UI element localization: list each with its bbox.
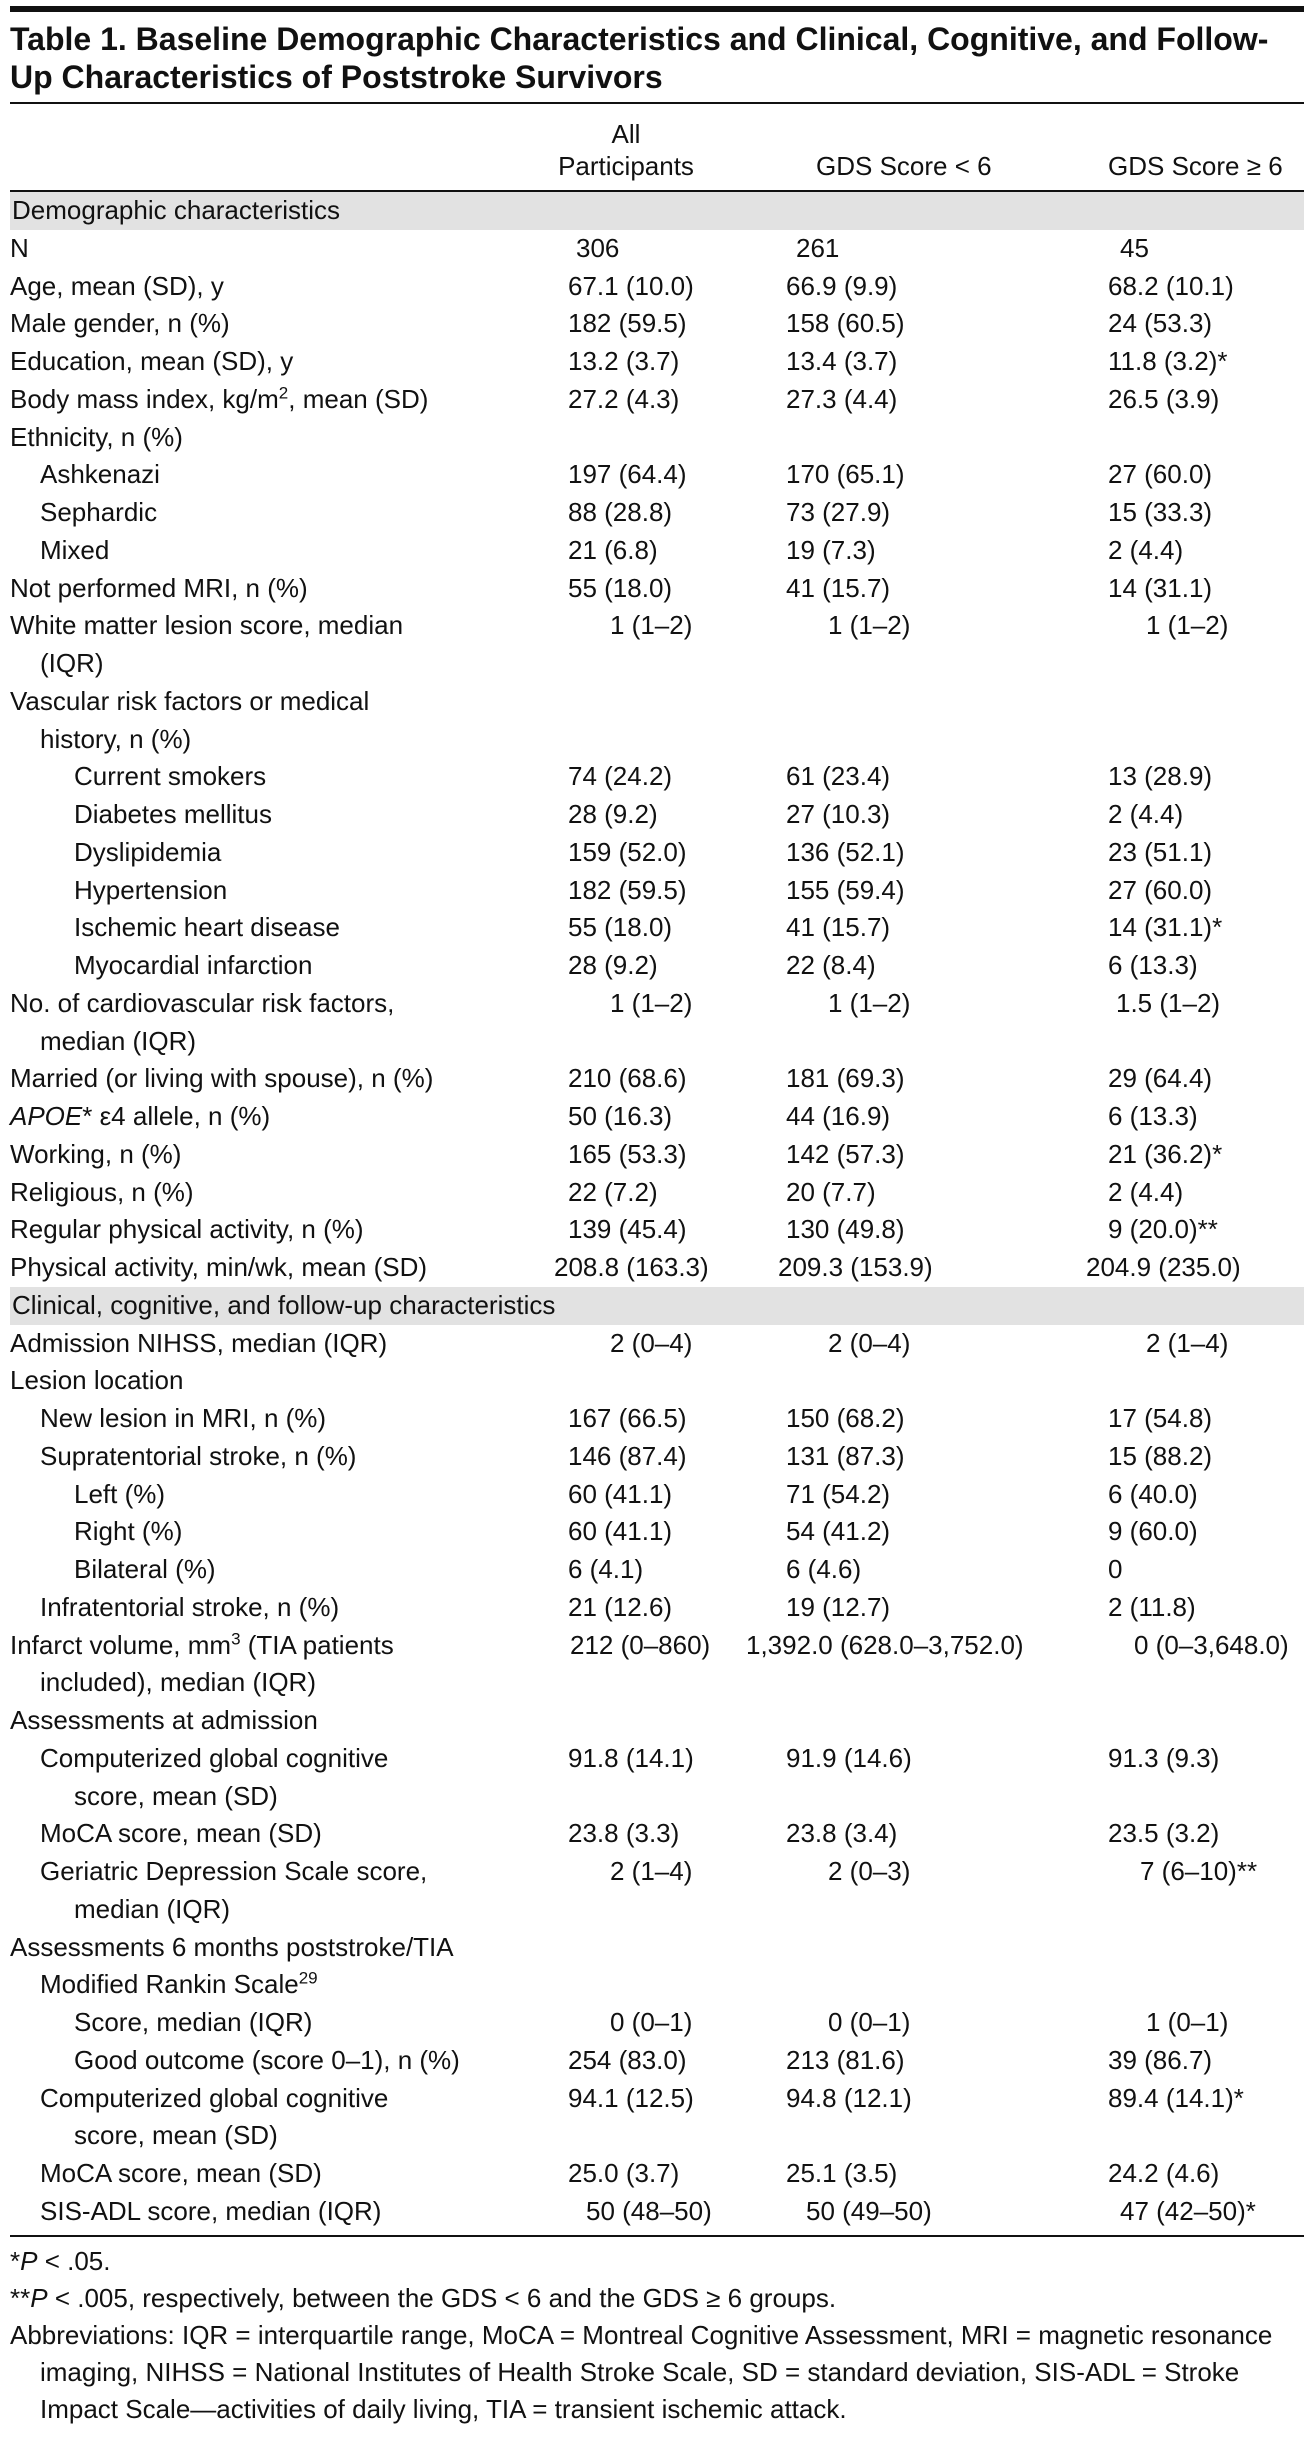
cell-gds-low: 158 (60.5)	[786, 308, 905, 339]
cell-all: 208.8 (163.3)	[554, 1252, 709, 1282]
header-all-participants	[556, 118, 696, 182]
cell-gds-high: 15 (33.3)	[1108, 497, 1213, 527]
row-label: Education, mean (SD), y	[10, 346, 294, 376]
cell-gds-low: 155 (59.4)	[786, 874, 905, 905]
table-row	[10, 1136, 1304, 1174]
cell-all: 22 (7.2)	[568, 1176, 658, 1207]
cell-gds-low: 261	[796, 232, 840, 263]
cell-gds-low: 2 (0–3)	[828, 1856, 911, 1886]
cell-all: 55 (18.0)	[568, 912, 673, 943]
cell-all: 254 (83.0)	[568, 2044, 687, 2075]
label-text: (TIA patients	[240, 1629, 394, 1660]
row-label: Assessments at admission	[10, 1705, 318, 1735]
section-label: Demographic characteristics	[12, 195, 341, 225]
superscript: 2	[278, 383, 289, 403]
row-label: Bilateral (%)	[74, 1554, 216, 1584]
cell-gds-high: 91.3 (9.3)	[1108, 1742, 1220, 1773]
cell-gds-high: 24.2 (4.6)	[1108, 2158, 1220, 2188]
superscript: 29	[298, 1968, 318, 1988]
section-label: Clinical, cognitive, and follow-up characteristics	[12, 1289, 556, 1320]
row-label: Married (or living with spouse), n (%)	[10, 1063, 434, 1094]
table-row	[10, 1060, 1304, 1098]
table-row	[10, 570, 1304, 608]
cell-gds-high: 2 (4.4)	[1108, 799, 1184, 829]
cell-all: 60 (41.1)	[568, 1478, 673, 1509]
cell-gds-high: 27 (60.0)	[1108, 874, 1213, 905]
cell-all: 159 (52.0)	[568, 836, 687, 867]
cell-gds-low: 209.3 (153.9)	[778, 1252, 933, 1282]
cell-gds-low: 142 (57.3)	[786, 1138, 905, 1169]
cell-gds-high: 0	[1108, 1554, 1123, 1584]
table-row	[10, 607, 1304, 645]
table-row	[10, 2080, 1304, 2118]
cell-gds-low: 22 (8.4)	[786, 950, 876, 980]
row-label: Ashkenazi	[40, 459, 160, 490]
cell-all: 306	[576, 232, 620, 263]
row-label: Ethnicity, n (%)	[10, 421, 183, 452]
cell-all: 2 (0–4)	[610, 1327, 693, 1358]
cell-gds-high: 39 (86.7)	[1108, 2044, 1213, 2075]
top-rule	[10, 6, 1304, 12]
cell-gds-low: 27.3 (4.4)	[786, 383, 898, 414]
cell-gds-high: 1 (1–2)	[1146, 610, 1229, 641]
table-row	[10, 343, 1304, 381]
cell-all: 13.2 (3.7)	[568, 346, 680, 376]
cell-gds-high: 68.2 (10.1)	[1108, 270, 1234, 301]
cell-gds-high: 11.8 (3.2)*	[1108, 346, 1228, 376]
cell-gds-low: 131 (87.3)	[786, 1440, 905, 1471]
row-label: Working, n (%)	[10, 1138, 182, 1169]
cell-gds-high: 21 (36.2)*	[1108, 1138, 1223, 1169]
cell-all: 50 (16.3)	[568, 1101, 673, 1131]
table-row-continuation	[10, 2117, 1304, 2155]
table-row	[10, 381, 1304, 419]
table-row	[10, 1362, 1304, 1400]
table-row	[10, 1740, 1304, 1778]
footnote-p005	[10, 2280, 1304, 2317]
cell-all: 182 (59.5)	[568, 874, 687, 905]
cell-gds-high: 23 (51.1)	[1108, 836, 1213, 867]
cell-all: 6 (4.1)	[568, 1554, 644, 1584]
cell-all: 28 (9.2)	[568, 799, 658, 829]
footnote-mark: **	[10, 2282, 31, 2313]
row-label: Geriatric Depression Scale score,	[40, 1856, 428, 1886]
row-label: Religious, n (%)	[10, 1176, 194, 1207]
table-row	[10, 1325, 1304, 1363]
cell-gds-low: 213 (81.6)	[786, 2044, 905, 2075]
cell-all: 74 (24.2)	[568, 761, 673, 792]
cell-gds-high: 26.5 (3.9)	[1108, 383, 1220, 414]
row-label: Physical activity, min/wk, mean (SD)	[10, 1252, 428, 1282]
table-row	[10, 1551, 1304, 1589]
header-all-line2: Participants	[558, 151, 694, 181]
table-row	[10, 834, 1304, 872]
table-row	[10, 683, 1304, 721]
cell-gds-low: 1,392.0 (628.0–3,752.0)	[746, 1629, 1024, 1660]
cell-gds-low: 130 (49.8)	[786, 1214, 905, 1245]
cell-gds-high: 0 (0–3,648.0)	[1134, 1629, 1289, 1660]
label-text: Body mass index, kg/m	[10, 383, 279, 414]
row-label: Not performed MRI, n (%)	[10, 572, 308, 603]
cell-gds-high: 9 (60.0)	[1108, 1516, 1198, 1547]
cell-gds-high: 6 (40.0)	[1108, 1478, 1198, 1509]
row-label	[10, 1098, 270, 1136]
cell-all: 28 (9.2)	[568, 950, 658, 980]
table-row	[10, 909, 1304, 947]
table-row	[10, 1174, 1304, 1212]
row-label: Assessments 6 months poststroke/TIA	[10, 1931, 454, 1962]
cell-gds-low: 19 (12.7)	[786, 1591, 891, 1622]
table-row	[10, 1702, 1304, 1740]
row-label: Admission NIHSS, median (IQR)	[10, 1327, 388, 1358]
cell-gds-low: 44 (16.9)	[786, 1101, 891, 1131]
row-label: Good outcome (score 0–1), n (%)	[74, 2044, 460, 2075]
row-label: Sephardic	[40, 497, 158, 527]
column-headers	[10, 106, 1304, 186]
cell-gds-high: 6 (13.3)	[1108, 1101, 1198, 1131]
table-row	[10, 947, 1304, 985]
table-row	[10, 796, 1304, 834]
cell-gds-low: 170 (65.1)	[786, 459, 905, 490]
gene-name: APOE	[10, 1101, 83, 1131]
table-row	[10, 1589, 1304, 1627]
cell-gds-low: 0 (0–1)	[828, 2007, 911, 2037]
footnote-italic: P	[30, 2282, 48, 2313]
superscript: 3	[231, 1628, 241, 1648]
row-label	[40, 1966, 318, 2004]
header-gds-high: GDS Score ≥ 6	[1108, 151, 1283, 181]
row-label: Hypertension	[74, 874, 228, 905]
cell-gds-high: 2 (11.8)	[1108, 1591, 1196, 1622]
row-label: Dyslipidemia	[74, 836, 222, 867]
table-document	[10, 6, 1304, 2428]
cell-gds-low: 13.4 (3.7)	[786, 346, 898, 376]
cell-gds-low: 181 (69.3)	[786, 1063, 905, 1094]
cell-all: 146 (87.4)	[568, 1440, 687, 1471]
row-label	[10, 1627, 394, 1665]
row-label: Mixed	[40, 534, 110, 565]
cell-gds-high: 23.5 (3.2)	[1108, 1818, 1220, 1849]
cell-gds-low: 91.9 (14.6)	[786, 1742, 912, 1773]
row-label-continuation: included), median (IQR)	[40, 1667, 316, 1698]
cell-all: 27.2 (4.3)	[568, 383, 680, 414]
cell-gds-high: 17 (54.8)	[1108, 1403, 1213, 1433]
cell-gds-high: 1 (0–1)	[1146, 2007, 1229, 2037]
cell-gds-low: 19 (7.3)	[786, 534, 876, 565]
cell-all: 197 (64.4)	[568, 459, 687, 490]
label-text: Infarct volume, mm	[10, 1629, 232, 1660]
table-row	[10, 230, 1304, 268]
row-label: Computerized global cognitive	[40, 2082, 389, 2113]
header-all-line1: All	[611, 119, 641, 149]
row-label: Ischemic heart disease	[74, 912, 340, 943]
cell-gds-high: 29 (64.4)	[1108, 1063, 1213, 1094]
table-row	[10, 532, 1304, 570]
cell-gds-high: 9 (20.0)**	[1108, 1214, 1218, 1245]
cell-all: 55 (18.0)	[568, 572, 673, 603]
table-row	[10, 456, 1304, 494]
row-label: MoCA score, mean (SD)	[40, 2158, 322, 2188]
section-demographic	[10, 192, 1304, 230]
cell-gds-low: 1 (1–2)	[828, 610, 911, 641]
cell-gds-low: 61 (23.4)	[786, 761, 891, 792]
cell-all: 210 (68.6)	[568, 1063, 687, 1094]
cell-gds-low: 136 (52.1)	[786, 836, 905, 867]
cell-gds-low: 20 (7.7)	[786, 1176, 876, 1207]
footnote-p05	[10, 2243, 1304, 2280]
row-label: Infratentorial stroke, n (%)	[40, 1591, 340, 1622]
cell-gds-high: 2 (4.4)	[1108, 534, 1184, 565]
cell-all: 88 (28.8)	[568, 497, 673, 527]
footnote-italic: P	[20, 2245, 38, 2276]
row-label: Left (%)	[74, 1478, 166, 1509]
table-row	[10, 1211, 1304, 1249]
row-label-continuation: (IQR)	[40, 648, 104, 678]
table-row-continuation	[10, 645, 1304, 683]
row-label: No. of cardiovascular risk factors,	[10, 987, 395, 1018]
row-label: Right (%)	[74, 1516, 183, 1547]
cell-gds-low: 23.8 (3.4)	[786, 1818, 898, 1849]
cell-gds-high: 89.4 (14.1)*	[1108, 2082, 1244, 2113]
row-label: Age, mean (SD), y	[10, 270, 224, 301]
row-label: Score, median (IQR)	[74, 2007, 313, 2037]
row-label-continuation: score, mean (SD)	[74, 1780, 278, 1811]
row-label: White matter lesion score, median	[10, 610, 404, 641]
cell-gds-low: 73 (27.9)	[786, 497, 891, 527]
cell-gds-high: 14 (31.1)*	[1108, 912, 1223, 943]
cell-gds-low: 27 (10.3)	[786, 799, 891, 829]
footnote-mark: *	[10, 2245, 21, 2276]
row-label: Computerized global cognitive	[40, 1742, 389, 1773]
cell-all: 139 (45.4)	[568, 1214, 687, 1245]
table-end-rule	[10, 2235, 1304, 2237]
header-gds-low: GDS Score < 6	[816, 151, 992, 181]
cell-gds-low: 2 (0–4)	[828, 1327, 911, 1358]
cell-gds-high: 15 (88.2)	[1108, 1440, 1213, 1471]
table-row	[10, 1400, 1304, 1438]
row-label: New lesion in MRI, n (%)	[40, 1403, 327, 1433]
cell-gds-low: 6 (4.6)	[786, 1554, 862, 1584]
cell-all: 21 (6.8)	[568, 534, 658, 565]
row-label	[10, 381, 428, 419]
cell-gds-low: 41 (15.7)	[786, 572, 891, 603]
row-label: Myocardial infarction	[74, 950, 313, 980]
table-row-continuation	[10, 1891, 1304, 1929]
row-label-continuation: score, mean (SD)	[74, 2120, 278, 2151]
row-label: Supratentorial stroke, n (%)	[40, 1440, 357, 1471]
cell-gds-high: 204.9 (235.0)	[1086, 1252, 1241, 1282]
cell-gds-high: 2 (4.4)	[1108, 1176, 1184, 1207]
cell-gds-high: 27 (60.0)	[1108, 459, 1213, 490]
cell-gds-high: 45	[1120, 232, 1149, 263]
row-label-continuation: median (IQR)	[74, 1893, 231, 1924]
table-row	[10, 2042, 1304, 2080]
cell-gds-low: 66.9 (9.9)	[786, 270, 898, 301]
cell-gds-high: 6 (13.3)	[1108, 950, 1198, 980]
row-label: Male gender, n (%)	[10, 308, 230, 339]
row-label: SIS-ADL score, median (IQR)	[40, 2195, 382, 2226]
table-row	[10, 1249, 1304, 1287]
table-row-continuation	[10, 1664, 1304, 1702]
cell-all: 94.1 (12.5)	[568, 2082, 694, 2113]
cell-gds-high: 1.5 (1–2)	[1116, 987, 1221, 1018]
cell-gds-high: 7 (6–10)**	[1140, 1856, 1258, 1886]
table-row	[10, 2004, 1304, 2042]
cell-all: 60 (41.1)	[568, 1516, 673, 1547]
cell-gds-low: 25.1 (3.5)	[786, 2158, 898, 2188]
cell-all: 67.1 (10.0)	[568, 270, 694, 301]
footnote-text: < .05.	[37, 2245, 111, 2276]
footnote-text: < .005, respectively, between the GDS < 6 and the GDS ≥ 6 groups.	[47, 2282, 837, 2313]
cell-gds-low: 150 (68.2)	[786, 1403, 905, 1433]
table-row	[10, 419, 1304, 457]
row-label: Current smokers	[74, 761, 267, 792]
row-label: N	[10, 232, 29, 263]
cell-gds-high: 47 (42–50)*	[1120, 2195, 1256, 2226]
label-text: , mean (SD)	[288, 383, 429, 414]
cell-gds-high: 24 (53.3)	[1108, 308, 1213, 339]
cell-gds-high: 13 (28.9)	[1108, 761, 1213, 792]
table-row	[10, 872, 1304, 910]
cell-gds-low: 94.8 (12.1)	[786, 2082, 912, 2113]
cell-gds-low: 71 (54.2)	[786, 1478, 891, 1509]
table-row	[10, 2193, 1304, 2231]
row-label-continuation: history, n (%)	[40, 723, 192, 754]
cell-gds-low: 41 (15.7)	[786, 912, 891, 943]
row-label: MoCA score, mean (SD)	[40, 1818, 322, 1849]
row-label: Vascular risk factors or medical	[10, 685, 370, 716]
cell-gds-high: 14 (31.1)	[1108, 572, 1213, 603]
cell-gds-high: 2 (1–4)	[1146, 1327, 1229, 1358]
cell-all: 1 (1–2)	[610, 987, 693, 1018]
table-title: Table 1. Baseline Demographic Characteristics and Clinical, Cognitive, and Follow-Up Characteristics of Poststroke Survivors	[10, 21, 1269, 95]
row-label: Regular physical activity, n (%)	[10, 1214, 364, 1245]
cell-all: 23.8 (3.3)	[568, 1818, 680, 1849]
cell-gds-low: 1 (1–2)	[828, 987, 911, 1018]
cell-all: 50 (48–50)	[586, 2195, 712, 2226]
table-row	[10, 985, 1304, 1023]
table-row-continuation	[10, 721, 1304, 759]
row-label-continuation: median (IQR)	[40, 1025, 197, 1056]
cell-all: 167 (66.5)	[568, 1403, 687, 1433]
table-row-continuation	[10, 1023, 1304, 1061]
table-row	[10, 1627, 1304, 1665]
table-row	[10, 2155, 1304, 2193]
label-text: * ε4 allele, n (%)	[82, 1101, 271, 1131]
table-row	[10, 1929, 1304, 1967]
row-label: Lesion location	[10, 1365, 184, 1396]
table-row	[10, 1815, 1304, 1853]
cell-all: 21 (12.6)	[568, 1591, 673, 1622]
table-row	[10, 758, 1304, 796]
label-text: Modified Rankin Scale	[40, 1969, 299, 2000]
table-row	[10, 1438, 1304, 1476]
footnotes	[10, 2243, 1304, 2428]
title-rule	[10, 102, 1304, 104]
cell-gds-low: 50 (49–50)	[806, 2195, 932, 2226]
cell-all: 2 (1–4)	[610, 1856, 693, 1886]
table-row	[10, 1966, 1304, 2004]
footnote-abbreviations: Abbreviations: IQR = interquartile range, MoCA = Montreal Cognitive Assessment, MRI = magnetic resonance imaging, NIHSS = National Institutes of Health Stroke Scale, SD = standard deviation, SIS-ADL = Stroke Impact Scale—activities of daily living, TIA = transient ischemic attack.	[10, 2319, 1273, 2424]
table-row	[10, 1513, 1304, 1551]
table-row	[10, 268, 1304, 306]
cell-all: 1 (1–2)	[610, 610, 693, 641]
cell-all: 165 (53.3)	[568, 1138, 687, 1169]
table-row	[10, 494, 1304, 532]
section-clinical	[10, 1287, 1304, 1325]
cell-all: 212 (0–860)	[570, 1629, 711, 1660]
cell-gds-low: 54 (41.2)	[786, 1516, 891, 1547]
table-row	[10, 305, 1304, 343]
cell-all: 91.8 (14.1)	[568, 1742, 694, 1773]
table-row	[10, 1853, 1304, 1891]
cell-all: 25.0 (3.7)	[568, 2158, 680, 2188]
table-row-continuation	[10, 1778, 1304, 1816]
table-row	[10, 1476, 1304, 1514]
row-label: Diabetes mellitus	[74, 799, 272, 829]
table-row	[10, 1098, 1304, 1136]
cell-all: 182 (59.5)	[568, 308, 687, 339]
cell-all: 0 (0–1)	[610, 2007, 693, 2037]
